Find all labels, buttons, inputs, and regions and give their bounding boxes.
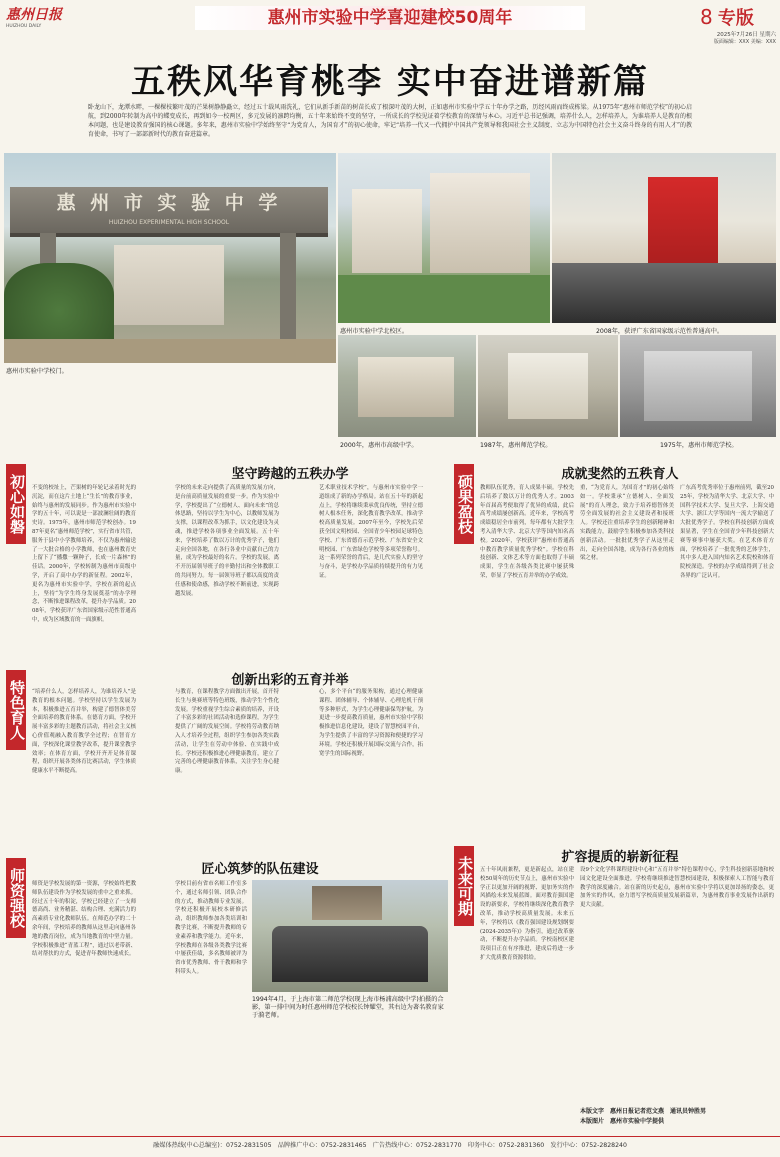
north-building-2 <box>430 173 530 273</box>
y1975-photo <box>620 335 776 437</box>
gate-photo <box>4 153 336 363</box>
y1987-gate <box>508 353 588 419</box>
s3-col1: 师资是学校发展的第一资源，学校始终把教师队伍建设作为学校发展的重中之重来抓。经过五十年的积淀，学校已经建立了一支师德高尚、业务精湛、结构合理、充满活力的高素质专业化教师队伍。在师范办学的二十余年间，学校培养的教师从这里走向惠州各地的教育岗位，成为当地教育的中坚力量。学校积极推进“青蓝工程”，通过以老带新、结对帮扶的方式，促进青年教师快速成长。 <box>32 881 136 958</box>
s2-col3: 心，多个平台“的服务架构，通过心理健康课程、团体辅导、个体辅导、心理危机干预等多种形式，为学生心理健康保驾护航。为更进一步提高教育质量，惠州市实验中学积极推进信息化建设，建设了智慧校园平台，为学生提供了丰富的学习资源和便捷的学习环境。学校还积极开展国际交流与合作，拓宽学生的国际视野。 <box>319 689 423 757</box>
masthead <box>0 0 780 46</box>
s5-title: 扩容提质的崭新征程 <box>561 850 679 865</box>
gate-sign: 惠 州 市 实 验 中 学 <box>56 192 282 214</box>
gate-pillar-right <box>280 233 296 343</box>
s1-col3: 艺术职业技术学校”，与惠州市实验中学一道组成了新的办学格局。站在五十年的新起点上，学校将继续秉承优良传统，坚持立德树人根本任务，深化教育教学改革，推动学校高质量发展。2007年至今，学校先后荣获全国文明校园、全国青少年校园足球特色学校、广东省德育示范学校、广东省安全文明校园、广东省绿色学校等多项荣誉称号。这一系列荣誉的背后，是几代实验人的坚守与奋斗，是学校办学品质持续提升的有力见证。 <box>319 485 423 579</box>
s3-title: 匠心筑梦的队伍建设 <box>201 862 319 877</box>
s2-col2: 与教育，在课程教学方面做出开展，首开特长生与奥赛班等特色班级，推动学生个性化发展。学校重视学生综合素质的培养，开设了丰富多彩的社团活动和选修课程，为学生提供了广阔的发展空间。学校将劳动教育纳入人才培养全过程，组织学生参加各类实践活动，让学生在劳动中体验、在实践中成长。学校还积极推进心理健康教育，建立了完善的心理健康教育体系，关注学生身心健康。 <box>175 689 279 775</box>
s1-title: 坚守跨越的五秩办学 <box>231 467 349 482</box>
north-field <box>338 275 550 323</box>
s4-title: 成就斐然的五秩育人 <box>561 467 679 482</box>
teachers-photo <box>252 880 448 992</box>
gate-building <box>114 245 224 325</box>
y2000-building <box>358 357 454 417</box>
banner-ribbon <box>195 6 585 30</box>
y2000-caption: 2000年，惠州市高级中学。 <box>340 442 418 449</box>
north-campus-photo <box>338 153 550 323</box>
footer-hotlines: 融媒体热线(中心总编室)：0752-2831505 品牌推广中心：0752-2831465 广告热线中心：0752-2831770 印务中心：0752-2831360 发行中心：0752-2828240 <box>153 1142 627 1149</box>
s2-col1: “培养什么人，怎样培养人，为谁培养人”是教育的根本问题。学校坚持以学生发展为本，积极推进五育并举，构建了德智体美劳全面培养的教育体系。在德育方面，学校开展丰富多彩的主题教育活动，将社会主义核心价值观融入教育教学全过程；在智育方面，学校深化课堂教学改革，提升课堂教学效率；在体育方面，学校开齐开足体育课程，组织开展各类体育比赛活动，学生体质健康水平不断提高。 <box>32 689 136 775</box>
byline-2: 本版图片 惠州市实验中学提供 <box>580 1118 665 1125</box>
side-label-s1: 初心如磐 <box>6 464 26 544</box>
y2000-photo <box>338 335 476 437</box>
editor-line: 版面编辑：XXX 美编：XXX <box>713 39 776 45</box>
y1975-caption: 1975年，惠州市师范学校。 <box>660 442 738 449</box>
s5-col1: 五十年风雨兼程，更是新起点，站在建校50周年的历史节点上，惠州市实验中学正以更加开阔的视野、更加务实的作风描绘未来发展蓝图。面对教育强国建设的新要求，学校将继续深化教育教学改革，推动学校高质量发展。未来五年，学校将以《教育强国建设规划纲要(2024-2035年)》为指引，通过改革驱动，不断提升办学品质。学校南校区建设项目正在有序推进，建成后将进一步扩大优质教育资源供给。 <box>480 867 574 961</box>
y1987-caption: 1987年，惠州师范学校。 <box>480 442 552 449</box>
date-line: 2025年7月26日 星期六 <box>716 32 776 38</box>
intro-paragraph: 卧龙山下，龙潭水畔，一棵棵枝繁叶茂的芒果树静静矗立，经过五十载风雨洗礼，它们从新手新苗的树苗长成了根深叶茂的大树，正如惠州市实验中学五十年办学之路，历经风雨而终成栋梁。从1975年“惠州市师范学校”的初心启航，到2000年转制为高中的蝶变成长，再到如今一校两区，多元发展的凛跨均衡，五十年来始终不变的坚守，一所成长的学校见证着学校教育的深情与本心。习近平总书记强调，培养什么人，怎样培养人，为谁培养人是教育的根本问题，也是建设教育强国的核心课题。多年来，惠州市实验中学始终坚守“为党育人，为国育才”的初心使命，牢记“培养一代又一代拥护中国共产党领导和我国社会主义制度、立志为中国特色社会主义奋斗终身的有用人才”的教育使命，书写了一部部新时代的教育奋进篇章。 <box>88 104 692 138</box>
gate-sign-en: HUIZHOU EXPERIMENTAL HIGH SCHOOL <box>108 219 230 226</box>
edition-badge <box>700 4 774 28</box>
s4-col3: 广东高考优秀率位于惠州前列，截至2025年，学校为清华大学、北京大学、中国科学技术大学、复旦大学、上海交通大学、浙江大学等国内一流大学输送了大批优秀学子。学校在科技创新方面成果显著，学生在全国青少年科技创新大赛等赛事中屡获大奖。在艺术体育方面，学校培养了一批优秀的艺体学生，其中多人进入国内知名艺术院校和体育院校深造。学校的办学成绩得到了社会各界的广泛认可。 <box>680 485 774 579</box>
north-campus-caption: 惠州市实验中学北校区。 <box>340 328 409 335</box>
edition-number: 8 <box>700 5 713 29</box>
paper-logo <box>6 4 70 34</box>
gate-trees <box>4 263 114 343</box>
side-label-s2: 特色育人 <box>6 670 26 750</box>
gate-caption: 惠州市实验中学校门。 <box>6 368 68 375</box>
crowd <box>552 263 776 323</box>
gate-arch <box>10 187 328 237</box>
s2-title: 创新出彩的五育并举 <box>231 673 349 688</box>
teachers-group <box>272 926 428 982</box>
footer-rule <box>0 1136 780 1137</box>
side-label-s5: 未来可期 <box>454 846 474 926</box>
s1-col1: 不变的校址上，芒果树的年轮记录着时光的沉淀，而在这片土地上“生长”的教育事业，始终与惠州的发展同步。作为惠州市实验中学的五十年，可以说是一部波澜壮阔的教育史诗。1975年，惠州市师范学校创办。1987年更名“惠州师范学校”，实行省市共管，服务于县中小学教师培养，不仅为惠州输送了一大批合格的小学教师，也在惠州教育史上留下了“播撒一颗种子，长成一片森林”的佳话。2000年，学校转制为惠州市高级中学，开启了高中办学的新征程。2002年，更名为惠州市实验中学，学校在新的起点上，坚持“为学生终身发展奠基”的办学理念，不断推进课程改革，提升办学品质。2008年，学校获评广东省国家级示范性普通高中，成为区域教育的一面旗帜。 <box>32 485 136 623</box>
y1975-building <box>644 351 752 421</box>
side-label-s3: 师资强校 <box>6 858 26 938</box>
pavilion <box>312 886 382 920</box>
gate-ground <box>4 339 336 363</box>
paper-name: 惠州日报 <box>6 7 62 23</box>
teachers-caption: 1994年4月，于上海市第二师范学校(现上海市杨浦高级中学)拍摄的合影，第一排中间为时任惠州师范学校校长钟耀堂，其右边为著名教育家于漪老师。 <box>252 996 444 1019</box>
s5-col2: 设9个文化学科课程建设中心和“五育并举”特色课程中心，学生科技创新基地和校园文化建设全面推进。学校将继续推进智慧校园建设，积极探索人工智能与教育教学的深度融合。站在新的历史起点，惠州市实验中学将以更加昂扬的姿态，更加务实的作风，奋力谱写学校高质量发展新篇章，为惠州教育事业发展作出新的更大贡献。 <box>580 867 774 909</box>
edition-label: 专版 <box>717 8 754 29</box>
main-headline: 五秩风华育桃李 实中奋进谱新篇 <box>131 62 649 102</box>
plaque-caption: 2008年，获评广东省国家级示范性普通高中。 <box>596 328 724 335</box>
paper-sub: HUIZHOU DAILY <box>6 24 42 29</box>
s1-col2: 学校的未来走向提供了高质量的发展方向，是台前高质量发展的重要一步。作为实验中学，学校提出了“立德树人、面向未来”的总体思路，坚持以学生为中心，以教师发展为支撑，以课程改革为抓手，以文化建设为灵魂，推进学校各项事业全面发展。五十年来，学校培养了数以万计的优秀学子，他们走向全国各地，在各行各业中贡献自己的力量，成为学校最好的名片。学校的发展，离不开历届领导班子的辛勤付出和全体教职工的共同努力。每一届领导班子都以高度的责任感和使命感，推动学校不断前进，实现跨越发展。 <box>175 485 279 597</box>
byline-1: 本版文字 惠州日报记者范文燕 通讯员钟胜男 <box>580 1108 707 1115</box>
side-label-s4: 硕果盈枝 <box>454 464 474 544</box>
y1987-photo <box>478 335 618 437</box>
s4-col2: 重，“为党育人，为国育才”的初心始终如一。学校秉承“立德树人、全面发展”的育人理念，致力于培养德智体美劳全面发展的社会主义建设者和接班人。学校还注重培养学生的创新精神和实践能力，鼓励学生积极参加各类科技创新活动。一批批优秀学子从这里走出，走向全国各地，成为各行各业的栋梁之材。 <box>580 485 674 562</box>
banner-title: 惠州市实验中学喜迎建校50周年 <box>267 8 513 28</box>
north-building-1 <box>352 189 422 273</box>
s4-col1: 教师队伍优秀，育人成果丰硕。学校先后培养了数以万计的优秀人才。2003年首届高考便取得了优异的成绩，此后高考成绩屡创新高。近年来，学校高考成绩稳居全市前列，每年都有大批学生考入清华大学、北京大学等国内知名高校。2020年，学校获评“惠州市普通高中教育教学质量优秀学校”。学校在科技创新、文体艺术等方面也取得了丰硕成果，学生在各级各类比赛中屡获殊荣，彰显了学校五育并举的办学成效。 <box>480 485 574 579</box>
s3-col2: 学校目前有省市名师工作室多个，通过名师引领、团队合作的方式，推动教师专业发展。学校还积极开展校本研修活动，组织教师参加各类培训和教学比赛，不断提升教师的专业素养和教学能力。近年来，学校教师在各级各类教学比赛中屡获佳绩，多名教师被评为省市优秀教师、骨干教师和学科带头人。 <box>175 881 247 975</box>
plaque-photo <box>552 153 776 323</box>
